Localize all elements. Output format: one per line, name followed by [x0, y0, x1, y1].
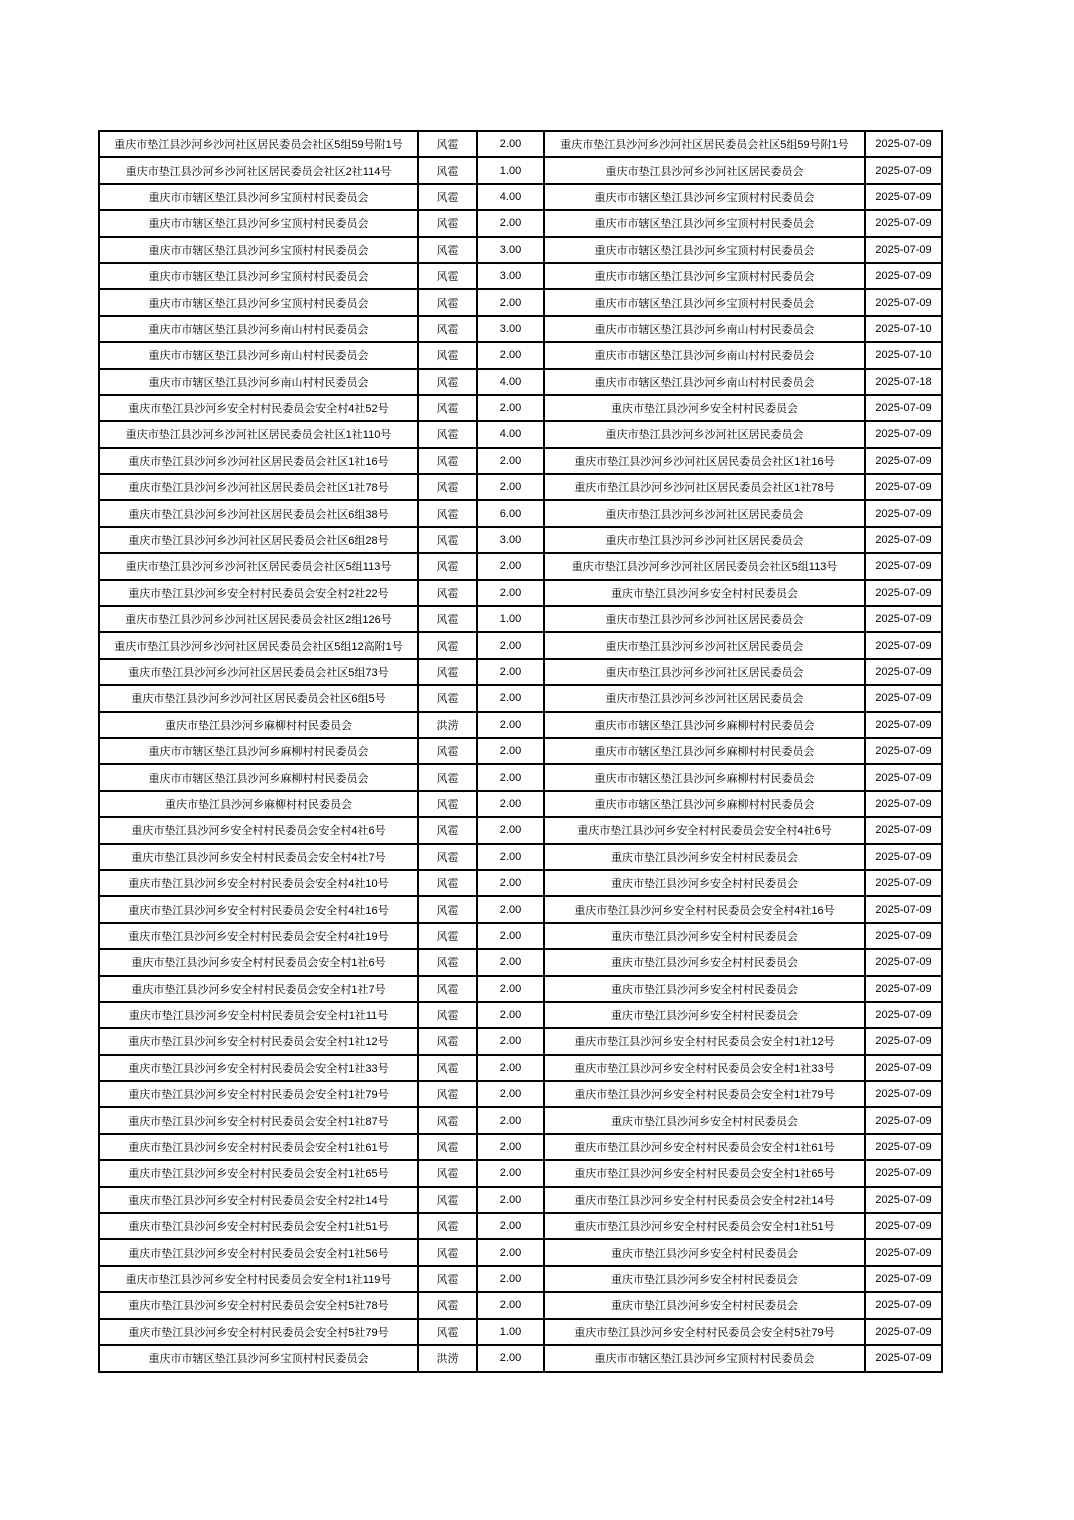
organization-cell: 重庆市垫江县沙河乡安全村村民委员会: [544, 976, 865, 1002]
table-row: [99, 448, 942, 474]
address-cell: 重庆市垫江县沙河乡麻柳村村民委员会: [99, 712, 418, 738]
disaster-type-cell: 风雹: [418, 1187, 477, 1213]
quantity-cell: 2.00: [477, 1107, 544, 1133]
organization-cell: 重庆市垫江县沙河乡安全村村民委员会: [544, 395, 865, 421]
organization-cell: 重庆市市辖区垫江县沙河乡宝顶村村民委员会: [544, 263, 865, 289]
report-date-cell: 2025-07-09: [865, 237, 942, 263]
address-cell: 重庆市垫江县沙河乡安全村村民委员会安全村1社51号: [99, 1213, 418, 1239]
address-cell: 重庆市垫江县沙河乡安全村村民委员会安全村1社6号: [99, 949, 418, 975]
address-cell: 重庆市市辖区垫江县沙河乡宝顶村村民委员会: [99, 237, 418, 263]
table-row: [99, 1187, 942, 1213]
address-cell: 重庆市市辖区垫江县沙河乡宝顶村村民委员会: [99, 1345, 418, 1372]
address-cell: 重庆市垫江县沙河乡麻柳村村民委员会: [99, 791, 418, 817]
report-date-cell: 2025-07-09: [865, 474, 942, 500]
organization-cell: 重庆市垫江县沙河乡沙河社区居民委员会社区1社78号: [544, 474, 865, 500]
disaster-type-cell: 风雹: [418, 659, 477, 685]
table-row: [99, 738, 942, 764]
table-row: [99, 949, 942, 975]
organization-cell: 重庆市市辖区垫江县沙河乡麻柳村村民委员会: [544, 764, 865, 790]
disaster-type-cell: 风雹: [418, 1081, 477, 1107]
quantity-cell: 2.00: [477, 1213, 544, 1239]
report-date-cell: 2025-07-09: [865, 844, 942, 870]
disaster-type-cell: 风雹: [418, 342, 477, 368]
table-row: [99, 791, 942, 817]
address-cell: 重庆市垫江县沙河乡沙河社区居民委员会社区5组59号附1号: [99, 131, 418, 157]
table-row: [99, 527, 942, 553]
organization-cell: 重庆市市辖区垫江县沙河乡宝顶村村民委员会: [544, 1345, 865, 1372]
report-date-cell: 2025-07-09: [865, 817, 942, 843]
organization-cell: 重庆市垫江县沙河乡安全村村民委员会安全村2社14号: [544, 1187, 865, 1213]
organization-cell: 重庆市垫江县沙河乡安全村村民委员会: [544, 580, 865, 606]
organization-cell: 重庆市垫江县沙河乡安全村村民委员会: [544, 1266, 865, 1292]
table-row: [99, 870, 942, 896]
address-cell: 重庆市垫江县沙河乡沙河社区居民委员会社区2组126号: [99, 606, 418, 632]
report-date-cell: 2025-07-09: [865, 1134, 942, 1160]
address-cell: 重庆市垫江县沙河乡沙河社区居民委员会社区1社78号: [99, 474, 418, 500]
quantity-cell: 2.00: [477, 791, 544, 817]
organization-cell: 重庆市垫江县沙河乡沙河社区居民委员会: [544, 685, 865, 711]
organization-cell: 重庆市市辖区垫江县沙河乡南山村村民委员会: [544, 369, 865, 395]
organization-cell: 重庆市垫江县沙河乡安全村村民委员会安全村1社51号: [544, 1213, 865, 1239]
disaster-type-cell: 风雹: [418, 131, 477, 157]
address-cell: 重庆市垫江县沙河乡安全村村民委员会安全村1社56号: [99, 1239, 418, 1265]
table-row: [99, 659, 942, 685]
quantity-cell: 2.00: [477, 1345, 544, 1372]
report-date-cell: 2025-07-09: [865, 448, 942, 474]
address-cell: 重庆市垫江县沙河乡安全村村民委员会安全村4社6号: [99, 817, 418, 843]
table-row: [99, 764, 942, 790]
address-cell: 重庆市垫江县沙河乡安全村村民委员会安全村5社78号: [99, 1292, 418, 1318]
report-date-cell: 2025-07-10: [865, 316, 942, 342]
table-row: [99, 896, 942, 922]
table-row: [99, 421, 942, 447]
table-row: [99, 1134, 942, 1160]
quantity-cell: 2.00: [477, 949, 544, 975]
quantity-cell: 4.00: [477, 369, 544, 395]
disaster-type-cell: 风雹: [418, 870, 477, 896]
table-row: [99, 1239, 942, 1265]
disaster-type-cell: 风雹: [418, 844, 477, 870]
address-cell: 重庆市垫江县沙河乡安全村村民委员会安全村5社79号: [99, 1319, 418, 1345]
report-date-cell: 2025-07-09: [865, 210, 942, 236]
report-date-cell: 2025-07-09: [865, 870, 942, 896]
table-row: [99, 1213, 942, 1239]
quantity-cell: 2.00: [477, 580, 544, 606]
disaster-type-cell: 风雹: [418, 157, 477, 183]
report-date-cell: 2025-07-09: [865, 395, 942, 421]
report-date-cell: 2025-07-09: [865, 1081, 942, 1107]
table-row: [99, 500, 942, 526]
disaster-type-cell: 洪涝: [418, 1345, 477, 1372]
table-row: [99, 1055, 942, 1081]
quantity-cell: 4.00: [477, 421, 544, 447]
disaster-type-cell: 风雹: [418, 791, 477, 817]
disaster-type-cell: 风雹: [418, 817, 477, 843]
report-date-cell: 2025-07-09: [865, 184, 942, 210]
organization-cell: 重庆市市辖区垫江县沙河乡南山村村民委员会: [544, 342, 865, 368]
address-cell: 重庆市垫江县沙河乡沙河社区居民委员会社区2社114号: [99, 157, 418, 183]
address-cell: 重庆市垫江县沙河乡沙河社区居民委员会社区5组12高附1号: [99, 632, 418, 658]
table-row: [99, 369, 942, 395]
report-date-cell: 2025-07-09: [865, 131, 942, 157]
quantity-cell: 2.00: [477, 1266, 544, 1292]
quantity-cell: 2.00: [477, 210, 544, 236]
table-row: [99, 1160, 942, 1186]
quantity-cell: 2.00: [477, 870, 544, 896]
organization-cell: 重庆市垫江县沙河乡沙河社区居民委员会: [544, 500, 865, 526]
disaster-report-table: [98, 130, 943, 1373]
address-cell: 重庆市垫江县沙河乡安全村村民委员会安全村4社16号: [99, 896, 418, 922]
table-row: [99, 632, 942, 658]
address-cell: 重庆市垫江县沙河乡安全村村民委员会安全村1社7号: [99, 976, 418, 1002]
disaster-type-cell: 风雹: [418, 606, 477, 632]
quantity-cell: 2.00: [477, 1160, 544, 1186]
table-row: [99, 1266, 942, 1292]
table-row: [99, 844, 942, 870]
address-cell: 重庆市垫江县沙河乡沙河社区居民委员会社区5组73号: [99, 659, 418, 685]
report-date-cell: 2025-07-09: [865, 1002, 942, 1028]
address-cell: 重庆市垫江县沙河乡沙河社区居民委员会社区1社110号: [99, 421, 418, 447]
table-row: [99, 580, 942, 606]
quantity-cell: 2.00: [477, 712, 544, 738]
address-cell: 重庆市市辖区垫江县沙河乡宝顶村村民委员会: [99, 263, 418, 289]
report-date-cell: 2025-07-09: [865, 1266, 942, 1292]
disaster-report-table-body: [99, 131, 942, 1372]
organization-cell: 重庆市垫江县沙河乡沙河社区居民委员会社区5组59号附1号: [544, 131, 865, 157]
table-row: [99, 1028, 942, 1054]
quantity-cell: 6.00: [477, 500, 544, 526]
organization-cell: 重庆市垫江县沙河乡安全村村民委员会: [544, 1239, 865, 1265]
report-date-cell: 2025-07-09: [865, 738, 942, 764]
report-date-cell: 2025-07-09: [865, 580, 942, 606]
address-cell: 重庆市垫江县沙河乡安全村村民委员会安全村2社14号: [99, 1187, 418, 1213]
disaster-type-cell: 风雹: [418, 210, 477, 236]
disaster-type-cell: 风雹: [418, 369, 477, 395]
quantity-cell: 2.00: [477, 1134, 544, 1160]
disaster-type-cell: 风雹: [418, 289, 477, 315]
organization-cell: 重庆市市辖区垫江县沙河乡麻柳村村民委员会: [544, 738, 865, 764]
disaster-type-cell: 风雹: [418, 976, 477, 1002]
address-cell: 重庆市市辖区垫江县沙河乡麻柳村村民委员会: [99, 764, 418, 790]
report-date-cell: 2025-07-09: [865, 949, 942, 975]
report-date-cell: 2025-07-09: [865, 1292, 942, 1318]
quantity-cell: 2.00: [477, 738, 544, 764]
organization-cell: 重庆市垫江县沙河乡安全村村民委员会安全村1社12号: [544, 1028, 865, 1054]
organization-cell: 重庆市市辖区垫江县沙河乡麻柳村村民委员会: [544, 712, 865, 738]
report-date-cell: 2025-07-09: [865, 764, 942, 790]
address-cell: 重庆市垫江县沙河乡安全村村民委员会安全村2社22号: [99, 580, 418, 606]
quantity-cell: 2.00: [477, 1002, 544, 1028]
report-date-cell: 2025-07-09: [865, 923, 942, 949]
disaster-type-cell: 风雹: [418, 923, 477, 949]
address-cell: 重庆市垫江县沙河乡沙河社区居民委员会社区1社16号: [99, 448, 418, 474]
quantity-cell: 3.00: [477, 527, 544, 553]
quantity-cell: 2.00: [477, 448, 544, 474]
organization-cell: 重庆市市辖区垫江县沙河乡麻柳村村民委员会: [544, 791, 865, 817]
disaster-type-cell: 风雹: [418, 316, 477, 342]
disaster-type-cell: 风雹: [418, 448, 477, 474]
organization-cell: 重庆市垫江县沙河乡沙河社区居民委员会: [544, 606, 865, 632]
table-row: [99, 210, 942, 236]
disaster-type-cell: 风雹: [418, 395, 477, 421]
table-row: [99, 157, 942, 183]
address-cell: 重庆市市辖区垫江县沙河乡宝顶村村民委员会: [99, 289, 418, 315]
quantity-cell: 2.00: [477, 1292, 544, 1318]
report-date-cell: 2025-07-09: [865, 712, 942, 738]
disaster-type-cell: 风雹: [418, 500, 477, 526]
report-date-cell: 2025-07-09: [865, 289, 942, 315]
report-date-cell: 2025-07-09: [865, 1107, 942, 1133]
organization-cell: 重庆市市辖区垫江县沙河乡宝顶村村民委员会: [544, 210, 865, 236]
report-date-cell: 2025-07-09: [865, 896, 942, 922]
quantity-cell: 2.00: [477, 131, 544, 157]
table-row: [99, 237, 942, 263]
quantity-cell: 2.00: [477, 395, 544, 421]
table-row: [99, 1345, 942, 1372]
report-date-cell: 2025-07-09: [865, 976, 942, 1002]
report-date-cell: 2025-07-09: [865, 421, 942, 447]
disaster-type-cell: 风雹: [418, 632, 477, 658]
disaster-type-cell: 风雹: [418, 184, 477, 210]
report-date-cell: 2025-07-09: [865, 659, 942, 685]
organization-cell: 重庆市垫江县沙河乡安全村村民委员会: [544, 949, 865, 975]
quantity-cell: 4.00: [477, 184, 544, 210]
report-date-cell: 2025-07-09: [865, 1319, 942, 1345]
quantity-cell: 2.00: [477, 844, 544, 870]
disaster-type-cell: 风雹: [418, 1134, 477, 1160]
table-row: [99, 342, 942, 368]
report-date-cell: 2025-07-09: [865, 791, 942, 817]
organization-cell: 重庆市垫江县沙河乡安全村村民委员会: [544, 1002, 865, 1028]
table-row: [99, 316, 942, 342]
organization-cell: 重庆市市辖区垫江县沙河乡宝顶村村民委员会: [544, 184, 865, 210]
organization-cell: 重庆市垫江县沙河乡沙河社区居民委员会: [544, 632, 865, 658]
quantity-cell: 2.00: [477, 289, 544, 315]
organization-cell: 重庆市垫江县沙河乡安全村村民委员会安全村1社33号: [544, 1055, 865, 1081]
table-row: [99, 606, 942, 632]
table-row: [99, 976, 942, 1002]
address-cell: 重庆市垫江县沙河乡安全村村民委员会安全村1社79号: [99, 1081, 418, 1107]
disaster-type-cell: 风雹: [418, 1213, 477, 1239]
report-date-cell: 2025-07-09: [865, 553, 942, 579]
disaster-type-cell: 风雹: [418, 580, 477, 606]
organization-cell: 重庆市垫江县沙河乡沙河社区居民委员会: [544, 659, 865, 685]
table-row: [99, 1081, 942, 1107]
quantity-cell: 2.00: [477, 659, 544, 685]
address-cell: 重庆市垫江县沙河乡安全村村民委员会安全村1社33号: [99, 1055, 418, 1081]
table-row: [99, 131, 942, 157]
table-row: [99, 553, 942, 579]
address-cell: 重庆市市辖区垫江县沙河乡麻柳村村民委员会: [99, 738, 418, 764]
disaster-type-cell: 风雹: [418, 1107, 477, 1133]
quantity-cell: 2.00: [477, 1081, 544, 1107]
report-date-cell: 2025-07-09: [865, 500, 942, 526]
address-cell: 重庆市垫江县沙河乡安全村村民委员会安全村1社12号: [99, 1028, 418, 1054]
address-cell: 重庆市市辖区垫江县沙河乡南山村村民委员会: [99, 316, 418, 342]
address-cell: 重庆市垫江县沙河乡安全村村民委员会安全村4社10号: [99, 870, 418, 896]
quantity-cell: 2.00: [477, 1028, 544, 1054]
organization-cell: 重庆市垫江县沙河乡沙河社区居民委员会: [544, 157, 865, 183]
report-date-cell: 2025-07-09: [865, 685, 942, 711]
address-cell: 重庆市市辖区垫江县沙河乡宝顶村村民委员会: [99, 184, 418, 210]
report-date-cell: 2025-07-09: [865, 1160, 942, 1186]
quantity-cell: 2.00: [477, 553, 544, 579]
report-date-cell: 2025-07-18: [865, 369, 942, 395]
quantity-cell: 2.00: [477, 685, 544, 711]
disaster-type-cell: 风雹: [418, 896, 477, 922]
address-cell: 重庆市垫江县沙河乡沙河社区居民委员会社区5组113号: [99, 553, 418, 579]
quantity-cell: 2.00: [477, 474, 544, 500]
organization-cell: 重庆市市辖区垫江县沙河乡宝顶村村民委员会: [544, 237, 865, 263]
table-row: [99, 395, 942, 421]
report-date-cell: 2025-07-09: [865, 632, 942, 658]
address-cell: 重庆市市辖区垫江县沙河乡南山村村民委员会: [99, 342, 418, 368]
disaster-type-cell: 风雹: [418, 527, 477, 553]
quantity-cell: 2.00: [477, 1187, 544, 1213]
address-cell: 重庆市垫江县沙河乡安全村村民委员会安全村1社65号: [99, 1160, 418, 1186]
table-row: [99, 712, 942, 738]
disaster-type-cell: 风雹: [418, 1028, 477, 1054]
table-row: [99, 289, 942, 315]
disaster-type-cell: 风雹: [418, 1160, 477, 1186]
organization-cell: 重庆市市辖区垫江县沙河乡宝顶村村民委员会: [544, 289, 865, 315]
report-date-cell: 2025-07-10: [865, 342, 942, 368]
address-cell: 重庆市垫江县沙河乡安全村村民委员会安全村4社52号: [99, 395, 418, 421]
report-date-cell: 2025-07-09: [865, 527, 942, 553]
address-cell: 重庆市垫江县沙河乡安全村村民委员会安全村4社19号: [99, 923, 418, 949]
quantity-cell: 2.00: [477, 632, 544, 658]
report-date-cell: 2025-07-09: [865, 1187, 942, 1213]
organization-cell: 重庆市垫江县沙河乡安全村村民委员会: [544, 844, 865, 870]
quantity-cell: 2.00: [477, 764, 544, 790]
table-row: [99, 263, 942, 289]
table-row: [99, 923, 942, 949]
address-cell: 重庆市垫江县沙河乡安全村村民委员会安全村4社7号: [99, 844, 418, 870]
organization-cell: 重庆市垫江县沙河乡安全村村民委员会安全村4社16号: [544, 896, 865, 922]
disaster-type-cell: 风雹: [418, 474, 477, 500]
organization-cell: 重庆市垫江县沙河乡安全村村民委员会安全村1社79号: [544, 1081, 865, 1107]
quantity-cell: 2.00: [477, 976, 544, 1002]
disaster-type-cell: 风雹: [418, 553, 477, 579]
disaster-type-cell: 风雹: [418, 1266, 477, 1292]
organization-cell: 重庆市垫江县沙河乡安全村村民委员会: [544, 923, 865, 949]
address-cell: 重庆市垫江县沙河乡沙河社区居民委员会社区6组5号: [99, 685, 418, 711]
address-cell: 重庆市垫江县沙河乡沙河社区居民委员会社区6组38号: [99, 500, 418, 526]
table-row: [99, 1319, 942, 1345]
table-row: [99, 817, 942, 843]
quantity-cell: 3.00: [477, 316, 544, 342]
quantity-cell: 3.00: [477, 237, 544, 263]
address-cell: 重庆市垫江县沙河乡安全村村民委员会安全村1社11号: [99, 1002, 418, 1028]
disaster-type-cell: 风雹: [418, 263, 477, 289]
disaster-type-cell: 风雹: [418, 1239, 477, 1265]
disaster-type-cell: 风雹: [418, 237, 477, 263]
organization-cell: 重庆市垫江县沙河乡安全村村民委员会安全村1社65号: [544, 1160, 865, 1186]
table-row: [99, 1292, 942, 1318]
organization-cell: 重庆市垫江县沙河乡安全村村民委员会安全村4社6号: [544, 817, 865, 843]
report-date-cell: 2025-07-09: [865, 606, 942, 632]
quantity-cell: 2.00: [477, 817, 544, 843]
organization-cell: 重庆市垫江县沙河乡安全村村民委员会: [544, 1107, 865, 1133]
quantity-cell: 1.00: [477, 157, 544, 183]
quantity-cell: 1.00: [477, 606, 544, 632]
report-date-cell: 2025-07-09: [865, 157, 942, 183]
organization-cell: 重庆市垫江县沙河乡安全村村民委员会: [544, 870, 865, 896]
disaster-type-cell: 风雹: [418, 1055, 477, 1081]
disaster-type-cell: 风雹: [418, 738, 477, 764]
quantity-cell: 2.00: [477, 896, 544, 922]
organization-cell: 重庆市垫江县沙河乡沙河社区居民委员会社区5组113号: [544, 553, 865, 579]
address-cell: 重庆市垫江县沙河乡安全村村民委员会安全村1社87号: [99, 1107, 418, 1133]
quantity-cell: 1.00: [477, 1319, 544, 1345]
quantity-cell: 3.00: [477, 263, 544, 289]
table-row: [99, 1002, 942, 1028]
report-date-cell: 2025-07-09: [865, 1345, 942, 1372]
disaster-type-cell: 风雹: [418, 764, 477, 790]
report-date-cell: 2025-07-09: [865, 1239, 942, 1265]
quantity-cell: 2.00: [477, 923, 544, 949]
disaster-type-cell: 风雹: [418, 685, 477, 711]
table-row: [99, 474, 942, 500]
organization-cell: 重庆市垫江县沙河乡沙河社区居民委员会社区1社16号: [544, 448, 865, 474]
table-row: [99, 685, 942, 711]
report-date-cell: 2025-07-09: [865, 263, 942, 289]
quantity-cell: 2.00: [477, 1239, 544, 1265]
report-date-cell: 2025-07-09: [865, 1055, 942, 1081]
organization-cell: 重庆市垫江县沙河乡安全村村民委员会: [544, 1292, 865, 1318]
disaster-type-cell: 风雹: [418, 421, 477, 447]
disaster-type-cell: 风雹: [418, 949, 477, 975]
table-row: [99, 1107, 942, 1133]
disaster-type-cell: 风雹: [418, 1002, 477, 1028]
organization-cell: 重庆市市辖区垫江县沙河乡南山村村民委员会: [544, 316, 865, 342]
quantity-cell: 2.00: [477, 1055, 544, 1081]
organization-cell: 重庆市垫江县沙河乡安全村村民委员会安全村5社79号: [544, 1319, 865, 1345]
organization-cell: 重庆市垫江县沙河乡安全村村民委员会安全村1社61号: [544, 1134, 865, 1160]
address-cell: 重庆市市辖区垫江县沙河乡宝顶村村民委员会: [99, 210, 418, 236]
disaster-type-cell: 风雹: [418, 1292, 477, 1318]
report-date-cell: 2025-07-09: [865, 1028, 942, 1054]
address-cell: 重庆市垫江县沙河乡沙河社区居民委员会社区6组28号: [99, 527, 418, 553]
table-row: [99, 184, 942, 210]
disaster-type-cell: 风雹: [418, 1319, 477, 1345]
address-cell: 重庆市垫江县沙河乡安全村村民委员会安全村1社119号: [99, 1266, 418, 1292]
address-cell: 重庆市垫江县沙河乡安全村村民委员会安全村1社61号: [99, 1134, 418, 1160]
organization-cell: 重庆市垫江县沙河乡沙河社区居民委员会: [544, 421, 865, 447]
address-cell: 重庆市市辖区垫江县沙河乡南山村村民委员会: [99, 369, 418, 395]
disaster-type-cell: 洪涝: [418, 712, 477, 738]
report-date-cell: 2025-07-09: [865, 1213, 942, 1239]
quantity-cell: 2.00: [477, 342, 544, 368]
organization-cell: 重庆市垫江县沙河乡沙河社区居民委员会: [544, 527, 865, 553]
